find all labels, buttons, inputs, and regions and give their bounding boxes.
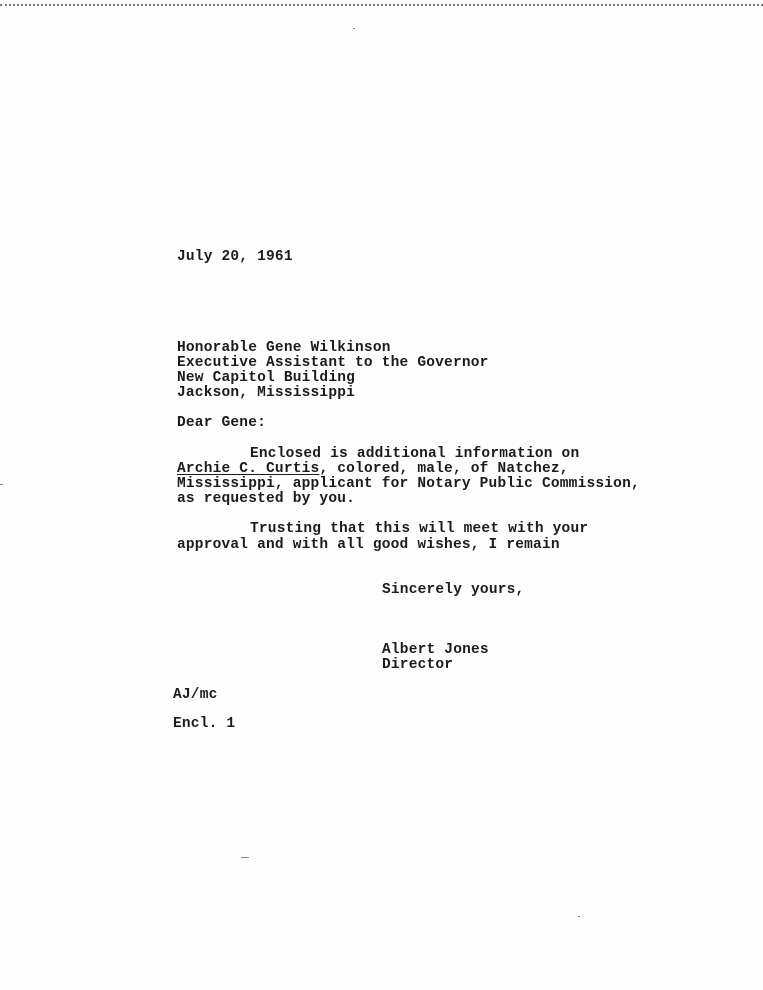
paragraph1-line1: Enclosed is additional information on: [250, 446, 580, 462]
signer-name: Albert Jones: [382, 642, 489, 658]
paragraph2-line1: Trusting that this will meet with your: [250, 521, 589, 537]
address-line-2: Executive Assistant to the Governor: [177, 355, 489, 371]
scan-speck: [241, 857, 249, 858]
paragraph1-line3: Mississippi, applicant for Notary Public Commission,: [177, 476, 640, 492]
salutation: Dear Gene:: [177, 415, 267, 431]
signer-title: Director: [382, 657, 454, 673]
scan-speck: [578, 916, 580, 917]
scan-speck: [353, 28, 355, 29]
top-border-rule: [0, 4, 763, 6]
address-line-1: Honorable Gene Wilkinson: [177, 340, 391, 356]
paragraph2-line2: approval and with all good wishes, I remain: [177, 537, 560, 553]
typist-initials: AJ/mc: [173, 687, 218, 703]
paragraph1-line4: as requested by you.: [177, 491, 356, 507]
enclosure-note: Encl. 1: [173, 716, 236, 732]
paragraph1-line2: [177, 462, 569, 476]
paragraph1-line2-rest: , colored, male, of Natchez,: [319, 461, 569, 477]
address-line-3: New Capitol Building: [177, 370, 356, 386]
scan-speck: [0, 484, 3, 485]
address-line-4: Jackson, Mississippi: [177, 385, 356, 401]
letter-date: July 20, 1961: [177, 249, 293, 265]
closing: Sincerely yours,: [382, 582, 525, 598]
underlined-name: Archie C. Curtis: [177, 461, 320, 477]
